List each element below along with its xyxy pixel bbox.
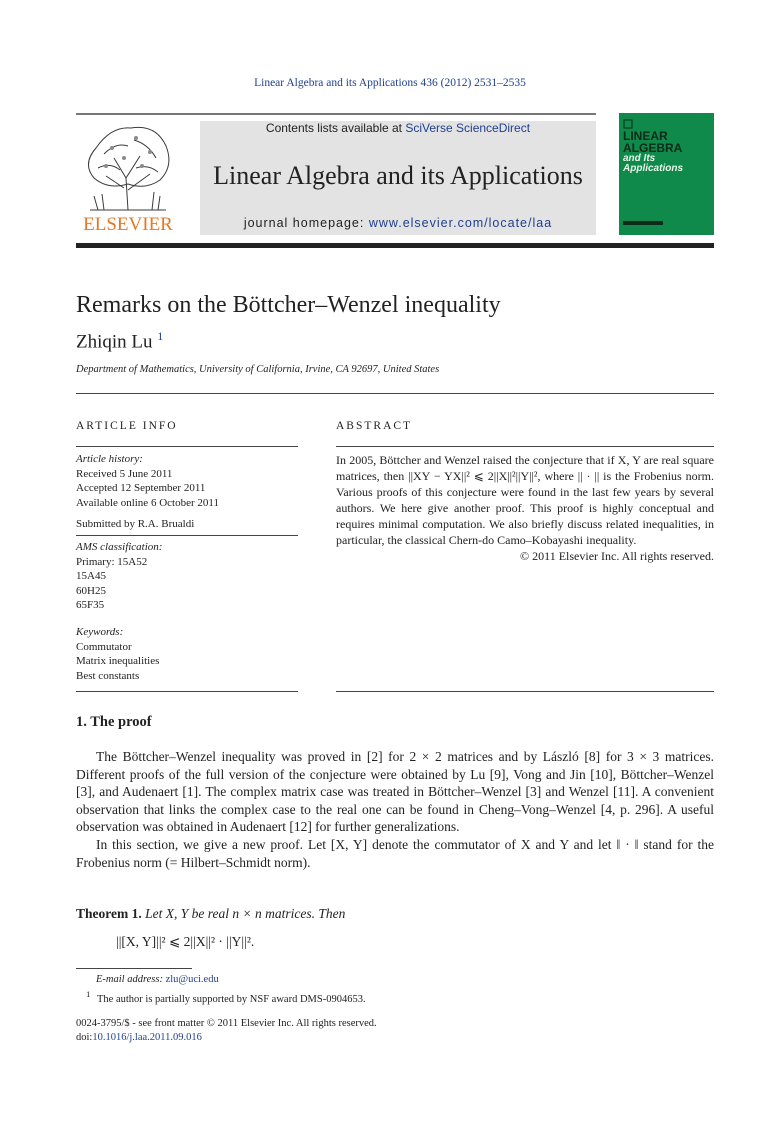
doi-link[interactable]: 10.1016/j.laa.2011.09.016 xyxy=(92,1032,202,1043)
abstract-copyright: © 2011 Elsevier Inc. All rights reserved. xyxy=(520,549,714,563)
sciencedirect-link[interactable]: SciVerse ScienceDirect xyxy=(405,121,531,135)
email-footnote xyxy=(96,974,219,985)
affiliation: Department of Mathematics, University of California, Irvine, CA 92697, United States xyxy=(76,364,440,375)
accepted-date: Accepted 12 September 2011 xyxy=(76,482,206,494)
email-label: E-mail address: xyxy=(96,974,163,985)
ams-label: AMS classification: xyxy=(76,541,163,553)
footnote-text: The author is partially supported by NSF award DMS-0904653. xyxy=(97,993,366,1005)
author-line xyxy=(76,329,163,353)
header-rule xyxy=(76,113,596,115)
abstract-body xyxy=(336,452,714,564)
theorem-label: Theorem 1. xyxy=(76,906,142,921)
homepage-link[interactable]: www.elsevier.com/locate/laa xyxy=(368,216,553,230)
author-footnote-link[interactable]: 1 xyxy=(157,329,164,343)
theorem-statement: Let X, Y be real n × n matrices. Then xyxy=(145,906,346,921)
theorem xyxy=(76,906,345,922)
keyword: Commutator xyxy=(76,640,132,653)
email-link[interactable]: zlu@uci.edu xyxy=(165,974,219,985)
abstract-rule-bottom xyxy=(336,691,714,692)
ams-code: 15A45 xyxy=(76,570,106,582)
article-title: Remarks on the Böttcher–Wenzel inequality xyxy=(76,292,501,318)
ams-code: 60H25 xyxy=(76,584,106,597)
online-date: Available online 6 October 2011 xyxy=(76,496,219,509)
section-heading: 1. The proof xyxy=(76,714,152,730)
info-rule-bottom xyxy=(76,691,298,692)
history-label: Article history: xyxy=(76,453,143,465)
abstract-heading: ABSTRACT xyxy=(336,420,413,432)
homepage-line xyxy=(200,216,596,230)
title-rule xyxy=(76,393,714,394)
abstract-text: In 2005, Böttcher and Wenzel raised the conjecture that if X, Y are real square matrices, then ||XY − YX||² ⩽ 2||X||²||Y||², where || · || is the Frobenius norm. Various proofs of this conjecture were found in the last few years by several authors. We here give another proof. This proof is highly conceptual and requires minimal computation. We also briefly discuss related inequalities, in particular, the classical Chern-do Camo–Kobayashi inequality. xyxy=(336,453,714,547)
body-paragraph: In this section, we give a new proof. Let [X, Y] denote the commutator of X and Y and let ‖ · ‖ stand for the Frobenius norm (= Hilbert–Schmidt norm). xyxy=(76,836,714,870)
elsevier-tree-icon xyxy=(76,118,180,236)
ams-code: 65F35 xyxy=(76,599,105,611)
cover-footer-bar xyxy=(623,221,663,225)
theorem-formula: ||[X, Y]||² ⩽ 2||X||² · ||Y||². xyxy=(116,934,255,949)
keywords-label: Keywords: xyxy=(76,626,124,638)
cover-title: LINEAR ALGEBRA and Its Applications xyxy=(623,129,684,174)
doi-line xyxy=(76,1032,202,1043)
ams-primary: Primary: 15A52 xyxy=(76,555,148,568)
info-rule-mid1 xyxy=(76,535,298,536)
contents-line xyxy=(200,121,596,135)
journal-cover[interactable] xyxy=(619,113,714,235)
cover-emblem-icon xyxy=(623,116,633,126)
journal-citation[interactable]: Linear Algebra and its Applications 436 (2012) 2531–2535 xyxy=(254,77,526,89)
article-info-heading: ARTICLE INFO xyxy=(76,420,178,432)
abstract-rule-top xyxy=(336,446,714,447)
body-paragraph: The Böttcher–Wenzel inequality was proved in [2] for 2 × 2 matrices and by László [8] for 3 × 3 matrices. Different proofs of the full version of the conjecture were obtained by Lu [9], Vong and Jin [10], Böttcher–Wenzel [3], and Audenaert [1]. The complex matrix case was treated in Böttcher–Wenzel [3] and Wenzel [11]. A convenient observation that links the complex case to the real one can be found in Cheng–Vong–Wenzel [4, p. 296]. A useful observation was obtained in Audenaert [12] for further generalizations. xyxy=(76,749,714,835)
issn-line: 0024-3795/$ - see front matter © 2011 Elsevier Inc. All rights reserved. xyxy=(76,1018,377,1029)
footnote-mark: 1 xyxy=(86,989,91,999)
article-info xyxy=(76,452,298,532)
journal-title[interactable]: Linear Algebra and its Applications xyxy=(213,161,583,190)
author-footnote xyxy=(86,989,366,1005)
section-body xyxy=(76,748,714,871)
keyword: Best constants xyxy=(76,669,140,682)
author-name: Zhiqin Lu xyxy=(76,331,153,353)
keyword: Matrix inequalities xyxy=(76,655,160,667)
doi-label: doi: xyxy=(76,1032,93,1043)
contents-prefix: Contents lists available at xyxy=(265,121,402,135)
ams-classification xyxy=(76,540,298,613)
keywords xyxy=(76,625,298,683)
publisher-wordmark: ELSEVIER xyxy=(83,214,173,235)
submitted-by: Submitted by R.A. Brualdi xyxy=(76,518,195,530)
received-date: Received 5 June 2011 xyxy=(76,467,173,480)
footnote-rule xyxy=(76,968,192,969)
homepage-prefix: journal homepage: xyxy=(243,216,365,230)
info-rule-top xyxy=(76,446,298,447)
elsevier-logo[interactable] xyxy=(76,118,180,236)
header-thick-rule xyxy=(76,243,714,248)
